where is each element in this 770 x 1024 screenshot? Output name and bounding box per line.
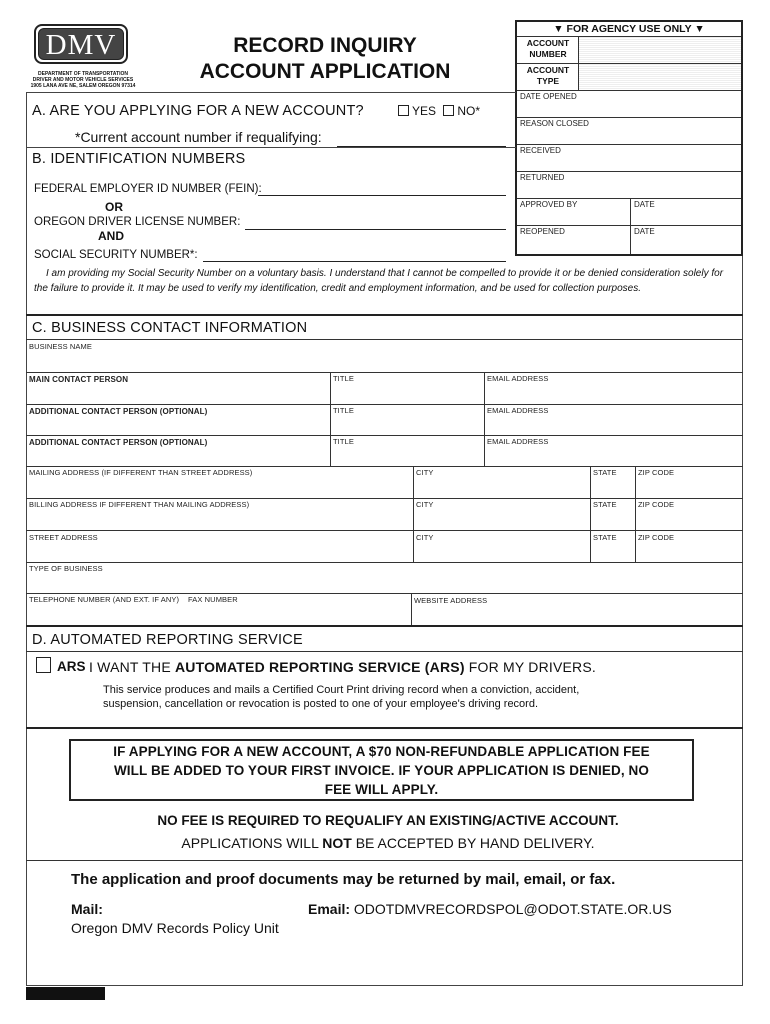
- fein-field[interactable]: [258, 195, 506, 196]
- and-label: AND: [98, 229, 124, 243]
- return-heading: The application and proof documents may be returned by mail, email, or fax.: [71, 871, 616, 888]
- hand-post: BE ACCEPTED BY HAND DELIVERY.: [351, 835, 595, 851]
- dept-line-1: DEPARTMENT OF TRANSPORTATION: [38, 71, 128, 77]
- additional-1-email-label: EMAIL ADDRESS: [487, 406, 549, 415]
- main-email-label: EMAIL ADDRESS: [487, 374, 549, 383]
- logo-text: DMV: [45, 29, 117, 61]
- current-account-label: *Current account number if requalifying:: [75, 129, 322, 145]
- billing-city-label: CITY: [416, 500, 434, 509]
- fax-label: FAX NUMBER: [188, 595, 238, 604]
- additional-contact-1-label: ADDITIONAL CONTACT PERSON (OPTIONAL): [29, 407, 208, 416]
- hand-delivery-text: [26, 835, 750, 851]
- returned-label: RETURNED: [520, 173, 565, 182]
- page-title: [170, 33, 480, 85]
- ars-desc-line-1: This service produces and mails a Certified Court Print driving record when a conviction, accident,: [103, 684, 580, 696]
- reopened-label: REOPENED: [520, 227, 565, 236]
- title-line-2: ACCOUNT APPLICATION: [199, 60, 451, 83]
- ars-want-post: FOR MY DRIVERS.: [464, 659, 596, 675]
- street-state-label: STATE: [593, 533, 617, 542]
- ssn-field[interactable]: [203, 261, 506, 262]
- main-contact-label: MAIN CONTACT PERSON: [29, 375, 129, 384]
- additional-contact-2-label: ADDITIONAL CONTACT PERSON (OPTIONAL): [29, 438, 208, 447]
- title-line-1: RECORD INQUIRY: [233, 34, 417, 57]
- email-line: [308, 901, 672, 917]
- fee-line-2: WILL BE ADDED TO YOUR FIRST INVOICE. IF YOUR APPLICATION IS DENIED, NO: [113, 763, 650, 778]
- account-type-cell[interactable]: [579, 64, 741, 90]
- mail-label: Mail:: [71, 901, 103, 917]
- billing-state-label: STATE: [593, 500, 617, 509]
- hand-bold: NOT: [322, 835, 352, 851]
- ars-want-bold: AUTOMATED REPORTING SERVICE (ARS): [174, 659, 465, 675]
- yes-label: YES: [412, 104, 437, 118]
- additional-1-title-label: TITLE: [333, 406, 354, 415]
- business-name-label: BUSINESS NAME: [29, 342, 92, 351]
- telephone-label: TELEPHONE NUMBER (AND EXT. IF ANY): [29, 595, 180, 604]
- hand-pre: APPLICATIONS WILL: [181, 835, 323, 851]
- account-number-cell[interactable]: [579, 37, 741, 63]
- fein-label: FEDERAL EMPLOYER ID NUMBER (FEIN):: [34, 183, 262, 195]
- yes-checkbox[interactable]: [398, 105, 409, 116]
- ars-description: [103, 683, 579, 711]
- ars-desc-line-2: suspension, cancellation or revocation is posted to one of your employee's driving record.: [103, 698, 539, 710]
- ssn-disclaimer: I am providing my Social Security Number on a voluntary basis. I understand that I cannot be compelled to provide it or be denied consideration solely for the failure to provide it. It may be used to verify my identification, credit and employment information, and be used for collection purposes.: [34, 268, 724, 294]
- section-a-title: A. ARE YOU APPLYING FOR A NEW ACCOUNT?: [32, 103, 364, 119]
- date-opened-label: DATE OPENED: [520, 92, 577, 101]
- street-zip-label: ZIP CODE: [638, 533, 675, 542]
- ars-want-text: [89, 659, 596, 675]
- street-city-label: CITY: [416, 533, 434, 542]
- fee-line-3: FEE WILL APPLY.: [324, 782, 439, 797]
- mailing-address-label: MAILING ADDRESS (IF DIFFERENT THAN STREET ADDRESS): [29, 468, 253, 477]
- dmv-logo: [34, 24, 128, 64]
- footer-bar: [26, 987, 105, 1000]
- mail-value: Oregon DMV Records Policy Unit: [71, 920, 279, 936]
- billing-zip-label: ZIP CODE: [638, 500, 675, 509]
- mailing-state-label: STATE: [593, 468, 617, 477]
- street-address-label: STREET ADDRESS: [29, 533, 98, 542]
- no-label: NO*: [457, 104, 481, 118]
- odl-field[interactable]: [245, 229, 506, 230]
- approved-by-label: APPROVED BY: [520, 200, 578, 209]
- received-label: RECEIVED: [520, 146, 561, 155]
- section-d-title: D. AUTOMATED REPORTING SERVICE: [32, 632, 303, 648]
- agency-title: ▼ FOR AGENCY USE ONLY ▼: [553, 23, 705, 35]
- section-b-title: B. IDENTIFICATION NUMBERS: [32, 151, 246, 167]
- or-label: OR: [105, 200, 123, 214]
- mailing-zip-label: ZIP CODE: [638, 468, 675, 477]
- account-number-label: ACCOUNT NUMBER: [526, 38, 570, 59]
- email-label: Email:: [308, 901, 351, 917]
- reason-closed-label: REASON CLOSED: [520, 119, 589, 128]
- mailing-city-label: CITY: [416, 468, 434, 477]
- odl-label: OREGON DRIVER LICENSE NUMBER:: [34, 216, 241, 228]
- no-checkbox[interactable]: [443, 105, 454, 116]
- billing-address-label: BILLING ADDRESS IF DIFFERENT THAN MAILING ADDRESS): [29, 500, 250, 509]
- email-value[interactable]: ODOTDMVRECORDSPOL@ODOT.STATE.OR.US: [353, 901, 672, 917]
- reopened-date-label: DATE: [634, 227, 655, 236]
- section-c-title: C. BUSINESS CONTACT INFORMATION: [32, 320, 308, 336]
- no-fee-text: NO FEE IS REQUIRED TO REQUALIFY AN EXISTING/ACTIVE ACCOUNT.: [157, 813, 619, 828]
- ssn-label: SOCIAL SECURITY NUMBER*:: [34, 249, 198, 261]
- fee-line-1: IF APPLYING FOR A NEW ACCOUNT, A $70 NON-REFUNDABLE APPLICATION FEE: [113, 744, 650, 759]
- main-title-label: TITLE: [333, 374, 354, 383]
- dept-line-3: 1905 LANA AVE NE, SALEM OREGON 97314: [30, 83, 136, 89]
- ars-want-pre: I WANT THE: [89, 659, 175, 675]
- fee-notice-text: [69, 742, 694, 799]
- dept-line-2: DRIVER AND MOTOR VEHICLE SERVICES: [32, 77, 134, 83]
- ars-checkbox[interactable]: [36, 657, 51, 673]
- ars-label: ARS: [57, 659, 86, 674]
- additional-2-title-label: TITLE: [333, 437, 354, 446]
- approved-date-label: DATE: [634, 200, 655, 209]
- account-type-label: ACCOUNT TYPE: [526, 65, 570, 86]
- type-of-business-label: TYPE OF BUSINESS: [29, 564, 103, 573]
- website-label: WEBSITE ADDRESS: [414, 596, 488, 605]
- additional-2-email-label: EMAIL ADDRESS: [487, 437, 549, 446]
